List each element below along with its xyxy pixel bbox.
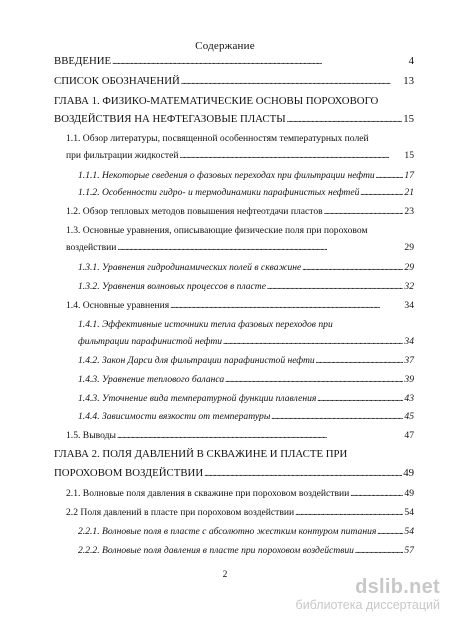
toc-entry-1-3-2: 1.3.2. Уравнения волновых процессов в пласте . . . 32: [78, 280, 414, 293]
toc-entry-chapter1-line2: ВОЗДЕЙСТВИЯ НА НЕФТЕГАЗОВЫЕ ПЛАСТЫ . . . 15: [54, 113, 414, 125]
toc-entry-2-2-2: 2.2.2. Волновые поля давления в пласте при пороховом воздействии . . . 57: [78, 544, 414, 557]
toc-entry-chapter2-line2: ПОРОХОВОМ ВОЗДЕЙСТВИИ . . . 49: [54, 467, 414, 479]
page-number: 2: [222, 570, 228, 580]
toc-entry-1-4-4: 1.4.4. Зависимости вязкости от температуры . . . 45: [78, 410, 414, 423]
toc-entry-notation: СПИСОК ОБОЗНАЧЕНИЙ . . . 13: [54, 75, 414, 87]
toc-entry-1-3-line2: воздействии . . . 29: [66, 241, 414, 254]
toc-entry-1-4-2: 1.4.2. Закон Дарси для фильтрации парафинистой нефти . . . 37: [78, 354, 414, 367]
watermark-tagline: библиотека диссертаций: [295, 598, 440, 612]
page-title: Содержание: [195, 40, 255, 52]
watermark-logo: dslib.net: [355, 576, 440, 598]
toc-entry-1-3-line1: 1.3. Основные уравнения, описывающие физические поля при пороховом: [66, 225, 368, 236]
toc-entry-1-5: 1.5. Выводы . . . 47: [66, 429, 414, 442]
toc-entry-chapter2-line1: ГЛАВА 2. ПОЛЯ ДАВЛЕНИЙ В СКВАЖИНЕ И ПЛАСТЕ ПРИ: [54, 448, 348, 460]
toc-entry-introduction: ВВЕДЕНИЕ . . . 4: [54, 55, 414, 67]
toc-entry-1-4-3a: 1.4.3. Уравнение теплового баланса . . . 39: [78, 373, 414, 386]
toc-entry-1-1-line1: 1.1. Обзор литературы, посвященной особенностям температурных полей: [66, 133, 369, 144]
toc-entry-1-4: 1.4. Основные уравнения . . . 34: [66, 299, 414, 312]
toc-entry-chapter1-line1: ГЛАВА 1. ФИЗИКО-МАТЕМАТИЧЕСКИЕ ОСНОВЫ ПОРОХОВОГО: [54, 95, 379, 107]
toc-entry-1-3-1: 1.3.1. Уравнения гидродинамических полей в скважине . . . 29: [78, 261, 414, 274]
toc-entry-2-2: 2.2 Поля давлений в пласте при пороховом воздействии . . . 54: [66, 506, 414, 519]
watermark: [270, 576, 440, 613]
toc-entry-1-1-2: 1.1.2. Особенности гидро- и термодинамики парафинистых нефтей . . . 21: [78, 186, 414, 199]
toc-entry-2-2-1: 2.2.1. Волновые поля в пласте с абсолютно жестким контуром питания . . . 54: [78, 525, 414, 538]
toc-entry-2-1: 2.1. Волновые поля давления в скважине при пороховом воздействии . . . 49: [66, 487, 414, 500]
toc-entry-1-4-3b: 1.4.3. Уточнение вида температурной функции плавления . . . 43: [78, 392, 414, 405]
toc-entry-1-1-line2: при фильтрации жидкостей . . . 15: [66, 149, 414, 162]
toc-entry-1-1-1: 1.1.1. Некоторые сведения о фазовых переходах при фильтрации нефти . . . 17: [78, 169, 414, 182]
toc-entry-1-4-1-line2: фильтрации парафинистой нефти . . . 34: [78, 335, 414, 348]
toc-entry-1-4-1-line1: 1.4.1. Эффективные источники тепла фазовых переходов при: [78, 319, 333, 330]
toc-entry-1-2: 1.2. Обзор тепловых методов повышения нефтеотдачи пластов . . . 23: [66, 205, 414, 218]
